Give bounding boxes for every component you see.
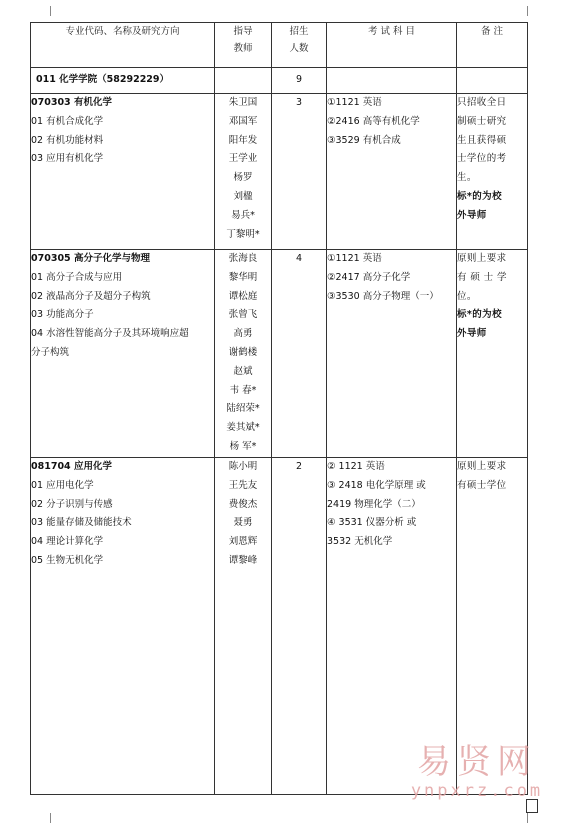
advisor-name: 刘恩辉 — [228, 536, 258, 548]
program-row — [31, 250, 528, 458]
advisor-name: 张曾飞 — [228, 309, 258, 321]
quota-cell: 2 — [272, 458, 327, 795]
research-direction: 03 能量存储及储能技术 — [31, 517, 132, 529]
advisor-cell — [215, 250, 272, 458]
exam-subject: ①1121 英语 — [327, 97, 382, 108]
external-advisor-note: 外导师 — [457, 209, 487, 221]
advisor-name: 阳年发 — [228, 134, 258, 146]
exam-subject: ② 1121 英语 — [327, 461, 385, 472]
research-direction: 02 液晶高分子及超分子构筑 — [31, 290, 151, 302]
advisor-cell — [215, 458, 272, 795]
advisor-name: 刘楹 — [233, 190, 253, 202]
research-direction: 01 高分子合成与应用 — [31, 271, 123, 283]
note-cell: 只招收全日 制硕士研究 生且获得硕 士学位的考 生。 标*的为校 外导师 — [457, 94, 528, 250]
note-cell: 原则上要求 有硕士学位 — [457, 458, 528, 795]
header-quota: 招生 人数 — [272, 23, 327, 68]
enrollment-table — [30, 22, 528, 795]
research-direction: 03 功能高分子 — [31, 309, 94, 321]
research-direction: 05 生物无机化学 — [31, 554, 104, 566]
research-direction: 02 分子识别与传感 — [31, 498, 113, 510]
quota-cell: 3 — [272, 94, 327, 250]
header-row — [31, 23, 528, 68]
advisor-name: 高勇 — [233, 328, 253, 340]
page-corner-box — [526, 799, 538, 813]
external-advisor-note: 标*的为校 — [457, 309, 502, 321]
crop-mark-bottom-right — [527, 813, 540, 823]
college-quota: 9 — [272, 68, 327, 94]
header-exam: 考 试 科 目 — [327, 23, 457, 68]
advisor-cell — [215, 94, 272, 250]
exam-subject: 2419 物理化学（二） — [327, 498, 421, 510]
external-advisor-note: 标*的为校 — [457, 190, 502, 202]
advisor-name: 费俊杰 — [228, 498, 258, 510]
advisor-name: 陆绍荣* — [226, 403, 260, 415]
college-note-cell — [457, 68, 528, 94]
crop-mark-bottom-left — [38, 813, 51, 823]
research-direction: 04 理论计算化学 — [31, 536, 104, 548]
advisor-name: 易兵* — [231, 209, 255, 221]
program-row — [31, 94, 528, 250]
exam-subject: ④ 3531 仪器分析 或 — [327, 517, 417, 529]
advisor-name: 张海良 — [228, 253, 258, 264]
college-advisor-cell — [215, 68, 272, 94]
college-exam-cell — [327, 68, 457, 94]
advisor-name: 王学业 — [228, 153, 258, 165]
exam-subject: 3532 无机化学 — [327, 536, 393, 548]
advisor-name: 姜其斌* — [226, 422, 260, 434]
research-direction: 分子构筑 — [31, 346, 70, 358]
advisor-name: 韦 春* — [229, 384, 257, 396]
research-direction: 01 应用电化学 — [31, 479, 94, 491]
program-cell — [31, 94, 215, 250]
site-watermark — [402, 743, 552, 801]
exam-subject: ③3529 有机合成 — [327, 134, 401, 146]
advisor-name: 邓国军 — [228, 115, 258, 127]
exam-subject: ③3530 高分子物理（一） — [327, 290, 439, 302]
exam-subject: ②2416 高等有机化学 — [327, 115, 420, 127]
advisor-name: 丁黎明* — [226, 228, 260, 240]
program-cell — [31, 458, 215, 795]
advisor-name: 杨罗 — [233, 172, 253, 184]
crop-mark-top-left — [38, 6, 51, 16]
advisor-name: 陈小明 — [228, 461, 258, 472]
research-direction: 03 应用有机化学 — [31, 153, 104, 165]
note-cell: 原则上要求 有 硕 士 学 位。 标*的为校 外导师 — [457, 250, 528, 458]
header-note: 备 注 — [457, 23, 528, 68]
advisor-name: 朱卫国 — [228, 97, 258, 108]
advisor-name: 王先友 — [228, 479, 258, 491]
advisor-name: 杨 军* — [229, 440, 257, 452]
program-code-name: 070303 有机化学 — [31, 97, 112, 108]
external-advisor-note: 外导师 — [457, 328, 487, 340]
advisor-name: 赵斌 — [233, 365, 253, 377]
header-program: 专业代码、名称及研究方向 — [31, 23, 215, 68]
exam-cell — [327, 94, 457, 250]
watermark-url: ynpxrz.com — [410, 781, 544, 801]
research-direction: 02 有机功能材料 — [31, 134, 104, 146]
exam-subject: ②2417 高分子化学 — [327, 271, 411, 283]
advisor-name: 聂勇 — [233, 517, 253, 529]
advisor-name: 谭松庭 — [228, 290, 258, 302]
program-cell — [31, 250, 215, 458]
crop-mark-top-right — [527, 6, 540, 16]
quota-cell: 4 — [272, 250, 327, 458]
header-advisor: 指导 教师 — [215, 23, 272, 68]
program-code-name: 070305 高分子化学与物理 — [31, 253, 150, 264]
program-code-name: 081704 应用化学 — [31, 461, 112, 472]
exam-cell — [327, 250, 457, 458]
advisor-name: 谢鹤楼 — [228, 346, 258, 358]
college-row — [31, 68, 528, 94]
advisor-name: 黎华明 — [228, 271, 258, 283]
exam-subject: ①1121 英语 — [327, 253, 382, 264]
research-direction: 04 水溶性智能高分子及其环境响应超 — [31, 328, 189, 340]
exam-subject: ③ 2418 电化学原理 或 — [327, 479, 426, 491]
watermark-logo-text: 易贤网 — [417, 742, 537, 782]
research-direction: 01 有机合成化学 — [31, 115, 104, 127]
college-name: 011 化学学院（58292229） — [31, 68, 215, 94]
advisor-name: 谭黎峰 — [228, 554, 258, 566]
